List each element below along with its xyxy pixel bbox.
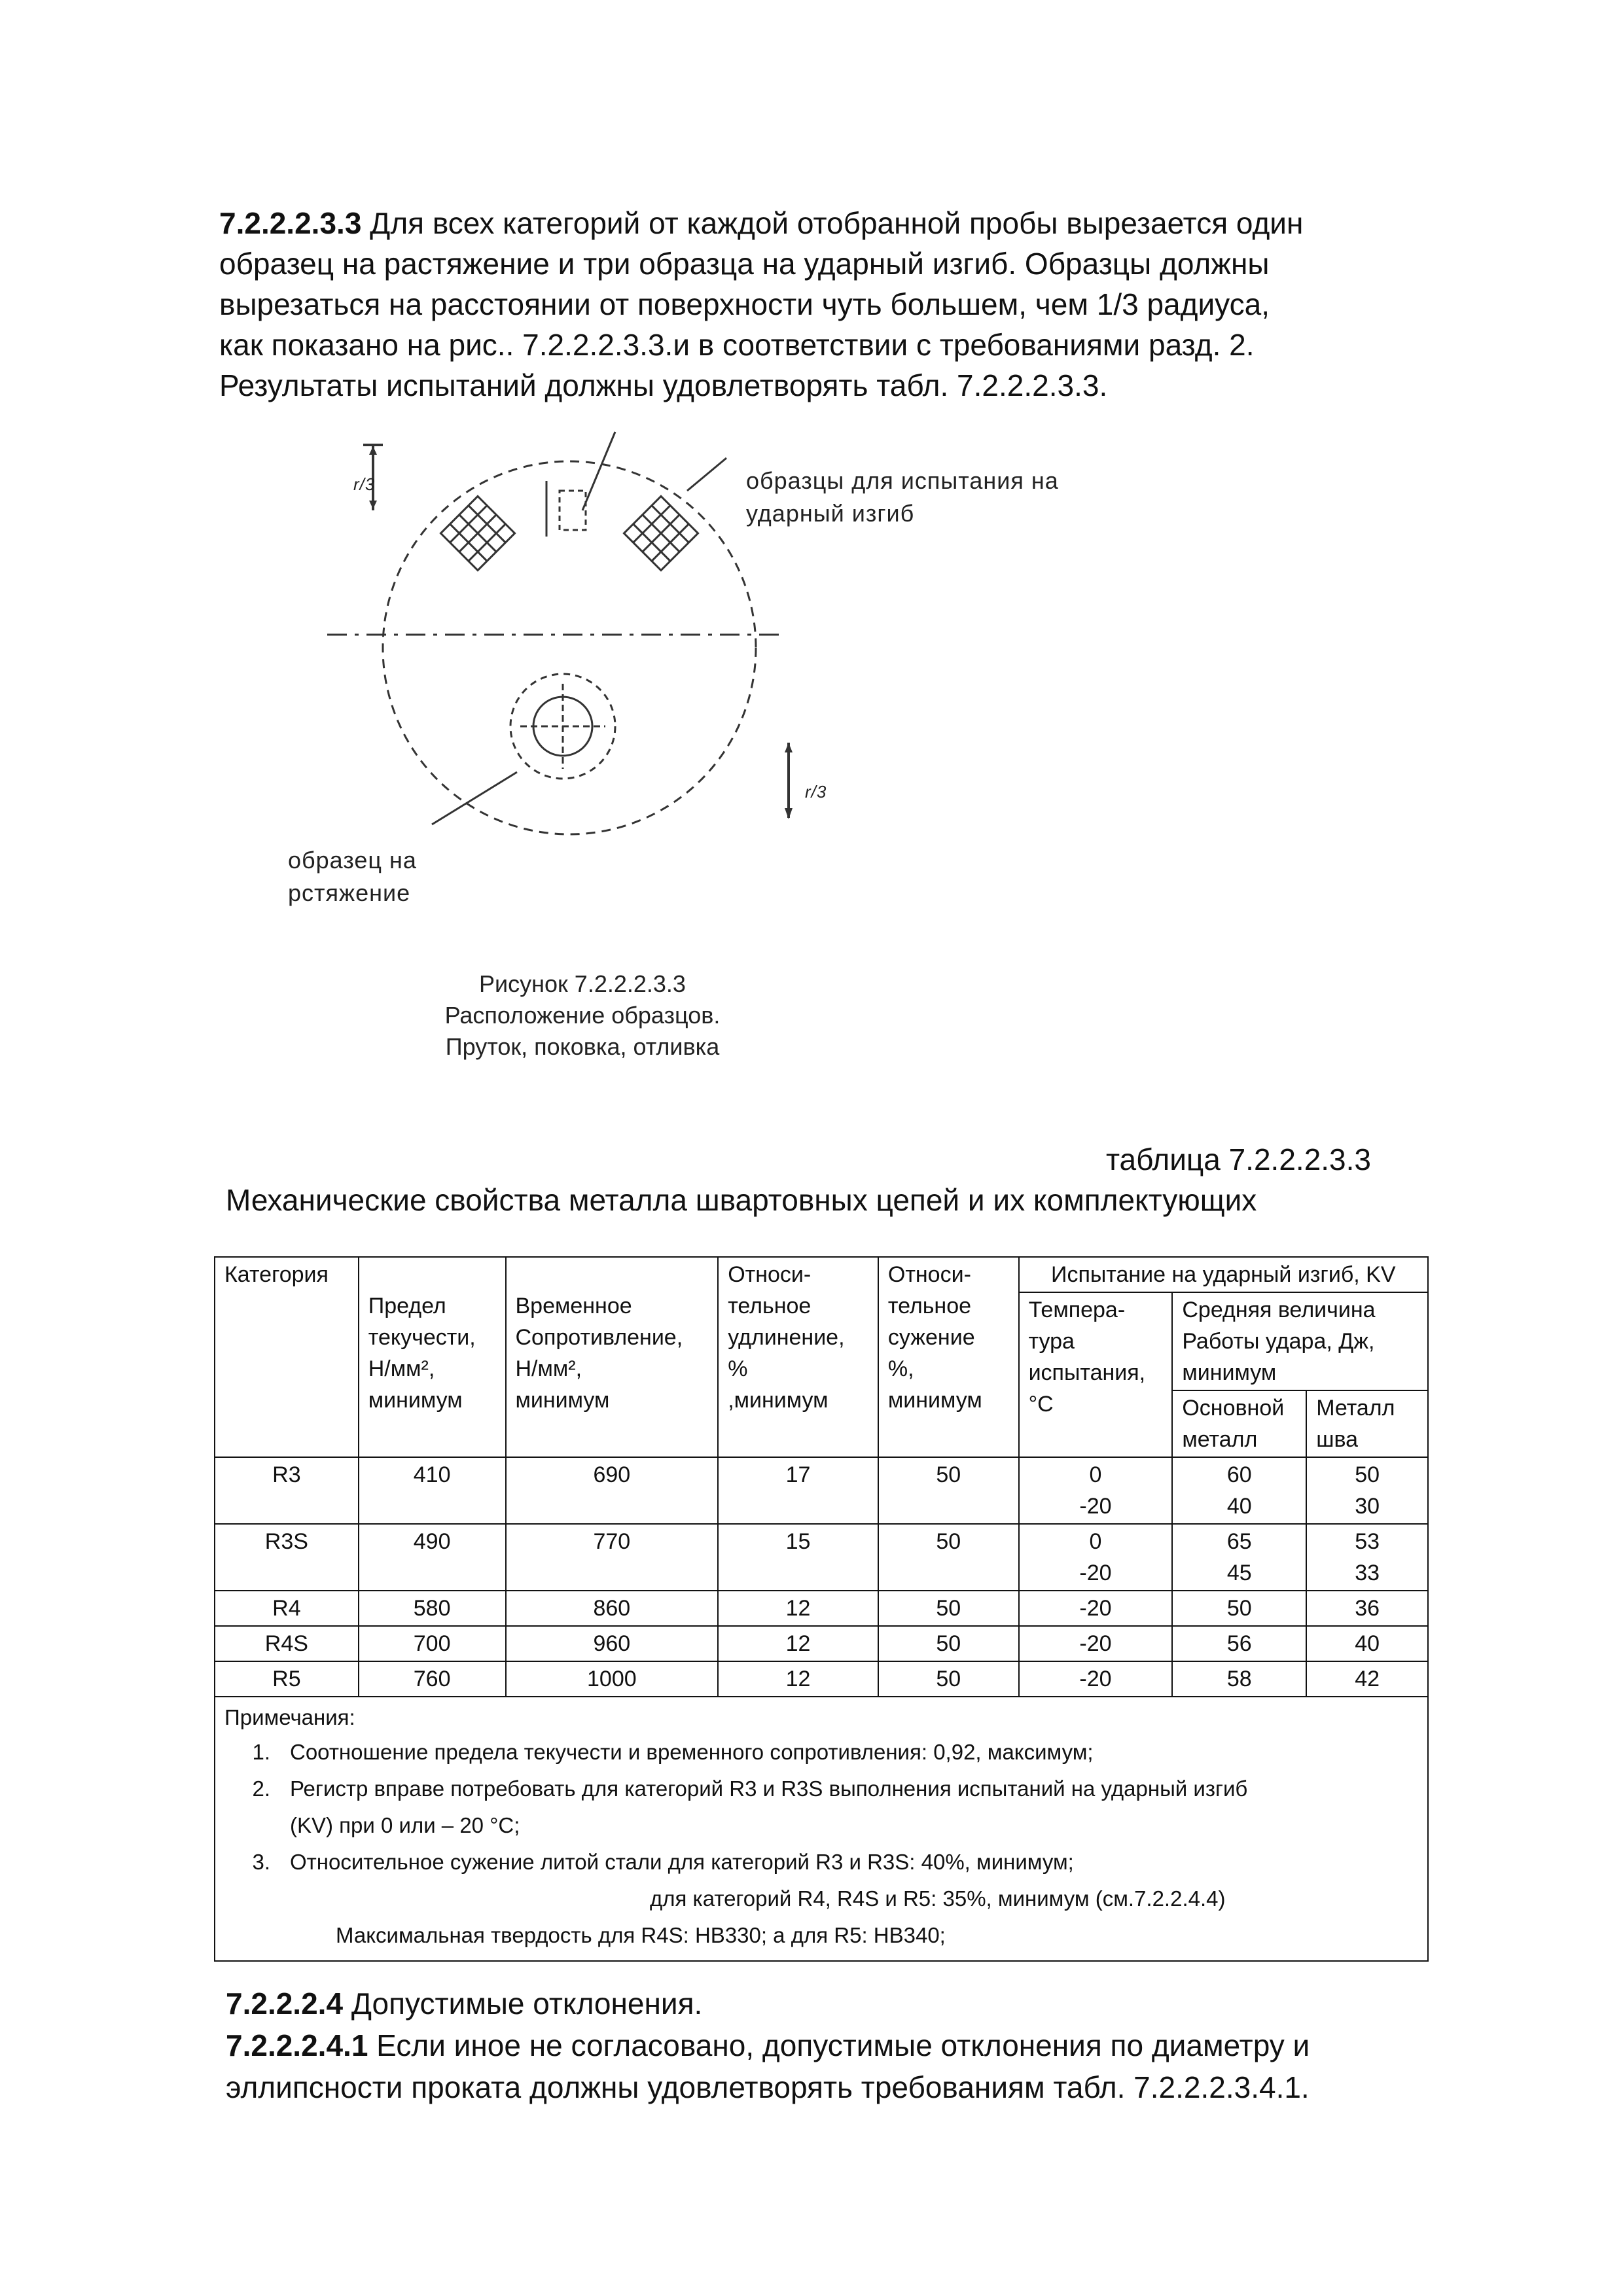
leader-tensile: [432, 772, 517, 824]
intro-line-4: как показано на рис.. 7.2.2.2.3.3.и в соответствии с требованиями разд. 2.: [219, 328, 1255, 362]
col-temperature-header: Темпера- тура испытания, °C: [1019, 1292, 1173, 1457]
note-3-continuation: для категорий R4, R4S и R5: 35%, минимум (см.7.2.2.4.4): [650, 1886, 1226, 1911]
table-number: таблица 7.2.2.2.3.3: [1105, 1142, 1371, 1176]
notes-title: Примечания:: [224, 1705, 355, 1729]
col-elongation-header: Относи- тельное удлинение, % ,минимум: [718, 1257, 878, 1457]
impact-specimen-top: [546, 481, 586, 537]
section-7-2-2-2-4-1: 7.2.2.2.4.1 Если иное не согласовано, допустимые отклонения по диаметру и: [226, 2028, 1310, 2062]
table-row: R4S 700 960 12 50 -20 56 40: [215, 1626, 1428, 1661]
table-notes: [215, 1697, 1428, 1961]
note-hardness: Максимальная твердость для R4S: HB330; а для R5: HB340;: [336, 1923, 946, 1947]
note-item: 2. Регистр вправе потребовать для категорий R3 и R3S выполнения испытаний на ударный изгиб: [252, 1776, 1248, 1801]
bottom-paragraphs: [226, 1983, 1469, 2108]
impact-specimen-right: [624, 496, 698, 570]
intro-line-3: вырезаться на расстоянии от поверхности чуть большем, чем 1/3 радиуса,: [219, 287, 1270, 321]
impact-label: образцы для испытания на ударный изгиб: [746, 467, 1059, 527]
dim-right-label: r/3: [805, 782, 827, 802]
col-tensile-header: Временное Сопротивление, Н/мм², минимум: [506, 1257, 719, 1457]
section-number: 7.2.2.2.3.3: [219, 206, 362, 240]
col-energy-header: Средняя величина Работы удара, Дж, минимум: [1172, 1292, 1428, 1390]
col-yield-header: Предел текучести, Н/мм², минимум: [359, 1257, 506, 1457]
intro-line-1: 7.2.2.2.3.3 Для всех категорий от каждой отобранной пробы вырезается один: [219, 206, 1304, 240]
impact-test-header: Испытание на ударный изгиб, KV: [1019, 1257, 1428, 1292]
table-row: R5 760 1000 12 50 -20 58 42: [215, 1661, 1428, 1697]
table-row: R3 410 690 17 50 0 -20 60 40 50 30: [215, 1457, 1428, 1524]
mechanical-properties-table: [214, 1256, 1429, 1962]
col-reduction-header: Относи- тельное сужение %, минимум: [878, 1257, 1019, 1457]
leader-impact-2: [687, 458, 726, 491]
specimen-figure: [288, 419, 1152, 916]
table-row: R3S 490 770 15 50 0 -20 65 45 53 33: [215, 1524, 1428, 1591]
col-base-metal-header: Основной металл: [1172, 1390, 1306, 1457]
tensile-specimen: [510, 674, 615, 779]
note-item: 1. Соотношение предела текучести и временного сопротивления: 0,92, максимум;: [252, 1740, 1094, 1764]
tensile-label: образец на рстяжение: [288, 847, 417, 906]
figure-caption: Рисунок 7.2.2.2.3.3 Расположение образцов. Пруток, поковка, отливка: [444, 970, 721, 1060]
note-item: (KV) при 0 или – 20 °C;: [290, 1813, 520, 1837]
table-title: Механические свойства металла швартовных цепей и их комплектующих: [226, 1183, 1257, 1217]
col-category-header: Категория: [215, 1257, 359, 1457]
note-item: 3. Относительное сужение литой стали для категорий R3 и R3S: 40%, минимум;: [252, 1850, 1074, 1874]
table-row: R4 580 860 12 50 -20 50 36: [215, 1591, 1428, 1626]
section-7-2-2-2-4-1-cont: эллипсности проката должны удовлетворять требованиям табл. 7.2.2.2.3.4.1.: [226, 2070, 1310, 2104]
dim-top-label: r/3: [353, 474, 376, 494]
impact-specimen-left: [440, 496, 514, 570]
header-row: [215, 1257, 1428, 1292]
leader-impact: [582, 432, 615, 510]
notes-row: [215, 1697, 1428, 1961]
intro-paragraph: [219, 203, 1463, 406]
intro-line-5: Результаты испытаний должны удовлетворять табл. 7.2.2.2.3.3.: [219, 368, 1108, 402]
intro-line-2: образец на растяжение и три образца на ударный изгиб. Образцы должны: [219, 247, 1270, 281]
col-weld-metal-header: Металл шва: [1306, 1390, 1428, 1457]
section-7-2-2-2-4: 7.2.2.2.4 Допустимые отклонения.: [226, 1987, 703, 2021]
